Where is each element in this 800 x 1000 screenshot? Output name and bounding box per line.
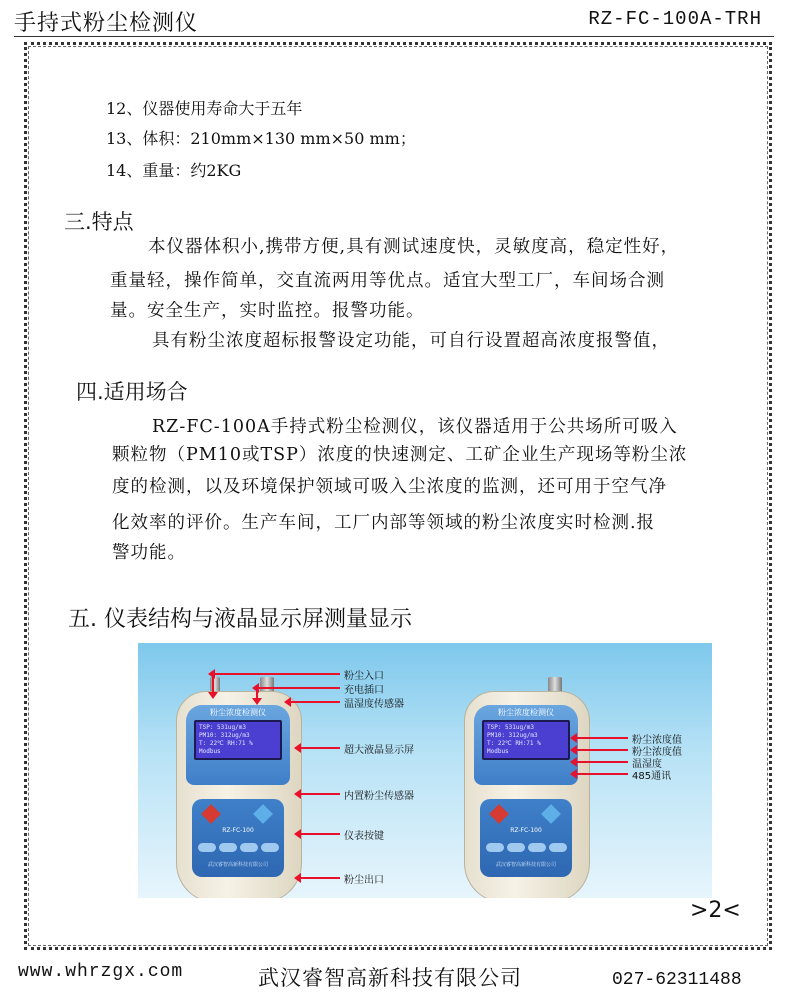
arrow-dust-sensor (300, 793, 340, 795)
lcd-line: PM10: 312ug/m3 (487, 732, 538, 739)
key-button (549, 843, 567, 852)
keypad-company: 武汉睿智高新科技有限公司 (207, 862, 268, 868)
section-4-line-4: 化效率的评价。生产车间，工厂内部等领域的粉尘浓度实时检测.报 (112, 513, 656, 533)
key-button (240, 843, 258, 852)
lcd-line: TSP: 531ug/m3 (199, 724, 246, 731)
arrow-lcd (300, 747, 340, 749)
arrow-value-2 (576, 749, 628, 751)
arrow-value-1 (576, 737, 628, 739)
key-button (486, 843, 504, 852)
model-number: RZ-FC-100A-TRH (588, 8, 762, 30)
footer-phone: 027-62311488 (612, 970, 742, 990)
device-face (474, 705, 578, 785)
key-button (219, 843, 237, 852)
device-title: 粉尘浓度检测仪 (210, 708, 266, 717)
callout-keys: 仪表按键 (344, 831, 384, 842)
keypad (192, 799, 284, 877)
callout-lcd: 超大液晶显示屏 (344, 745, 414, 756)
arrow-dust-inlet-h (214, 673, 340, 675)
lcd-screen (482, 720, 570, 760)
key-button (198, 843, 216, 852)
footer-company: 武汉睿智高新科技有限公司 (258, 966, 522, 990)
spec-item-12: 12、仪器使用寿命大于五年 (106, 99, 303, 118)
section-3-line-3: 量。安全生产，实时监控。报警功能。 (110, 301, 425, 321)
device-right (464, 691, 588, 898)
lcd-line: Modbus (487, 748, 509, 755)
section-4-line-1: RZ-FC-100A手持式粉尘检测仪，该仪器适用于公共场所可吸入 (152, 417, 678, 437)
keypad-model: RZ-FC-100 (222, 827, 254, 834)
page-number: >2< (690, 898, 741, 923)
lcd-line: TSP: 531ug/m3 (487, 724, 534, 731)
section-4-line-3: 度的检测，以及环境保护领域可吸入尘浓度的监测，还可用于空气净 (112, 477, 667, 497)
device-left (176, 691, 300, 898)
footer-website: www.whrzgx.com (18, 962, 184, 982)
lcd-line: PM10: 312ug/m3 (199, 732, 250, 739)
device-title: 粉尘浓度检测仪 (498, 708, 554, 717)
keypad-model: RZ-FC-100 (510, 827, 542, 834)
arrow-charge-port-h (258, 687, 340, 689)
spec-item-13: 13、体积：210mm×130 mm×50 mm； (106, 129, 416, 148)
key-button (507, 843, 525, 852)
device-face (186, 705, 290, 785)
arrow-th-sensor (290, 701, 340, 703)
power-key (201, 804, 221, 824)
header-divider (14, 36, 774, 37)
power-key (489, 804, 509, 824)
section-3-line-2: 重量轻，操作简单，交直流两用等优点。适宜大型工厂，车间场合测 (110, 271, 665, 291)
callout-charge-port: 充电插口 (344, 685, 384, 696)
arrow-keys (300, 833, 340, 835)
section-4-line-5: 警功能。 (112, 543, 186, 563)
lcd-line: Modbus (199, 748, 221, 755)
section-3-line-1: 本仪器体积小,携带方便,具有测试速度快，灵敏度高，稳定性好， (148, 237, 680, 257)
lcd-line: T: 22℃ RH:71 % (199, 740, 253, 747)
arrow-dust-outlet (300, 877, 340, 879)
callout-th: 温湿度 (632, 759, 662, 770)
callout-th-sensor: 温湿度传感器 (344, 699, 404, 710)
key-button (528, 843, 546, 852)
callout-value-2: 粉尘浓度值 (632, 747, 682, 758)
keypad (480, 799, 572, 877)
lcd-screen (194, 720, 282, 760)
arrow-th (576, 761, 628, 763)
mode-key (253, 804, 273, 824)
callout-485: 485通讯 (632, 771, 672, 782)
arrow-485 (576, 773, 628, 775)
document-title: 手持式粉尘检测仪 (14, 11, 199, 36)
callout-dust-inlet: 粉尘入口 (344, 671, 384, 682)
section-4-line-2: 颗粒物（PM10或TSP）浓度的快速测定、工矿企业生产现场等粉尘浓 (112, 445, 688, 465)
callout-value-1: 粉尘浓度值 (632, 735, 682, 746)
mode-key (541, 804, 561, 824)
key-button (261, 843, 279, 852)
section-3-line-4: 具有粉尘浓度超标报警设定功能，可自行设置超高浓度报警值， (152, 331, 670, 351)
section-4-heading: 四.适用场合 (76, 380, 188, 404)
spec-item-14: 14、重量：约2KG (106, 161, 242, 180)
keypad-company: 武汉睿智高新科技有限公司 (495, 862, 556, 868)
lcd-line: T: 22℃ RH:71 % (487, 740, 541, 747)
callout-dust-sensor: 内置粉尘传感器 (344, 791, 414, 802)
section-3-heading: 三.特点 (64, 210, 134, 234)
callout-dust-outlet: 粉尘出口 (344, 875, 384, 886)
section-5-heading: 五. 仪表结构与液晶显示屏测量显示 (68, 607, 412, 632)
device-diagram (138, 643, 712, 898)
